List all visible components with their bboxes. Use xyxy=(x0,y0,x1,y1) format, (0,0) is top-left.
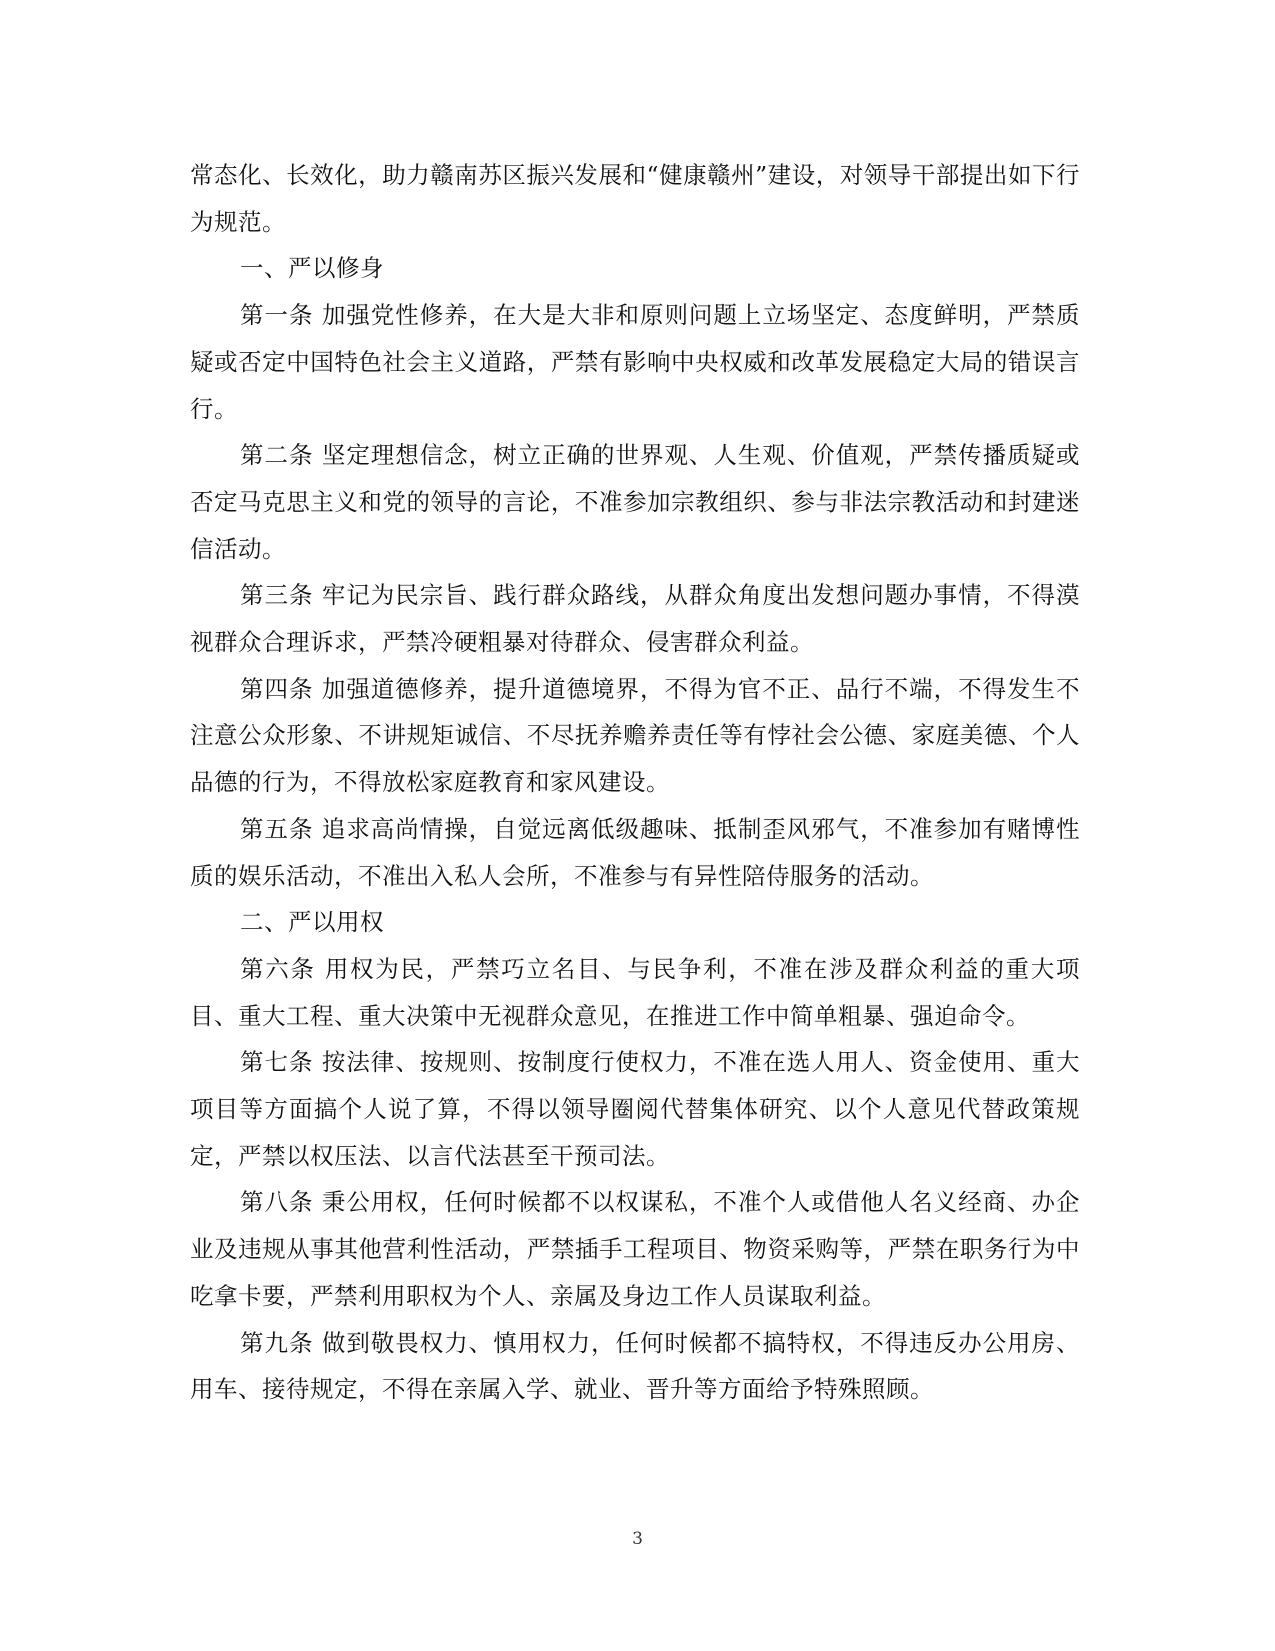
section-heading-1: 一、严以修身 xyxy=(240,254,384,283)
article-7: 第七条 按法律、按规则、按制度行使权力，不准在选人用人、资金使用、重大项目等方面搞个人说了算，不得以领导圈阅代替集体研究、以个人意见代替政策规定，严禁以权压法、以言代法甚至干预司法。 xyxy=(190,1048,1080,1170)
document-body xyxy=(190,152,1080,1413)
paragraph-continuation: 常态化、长效化，助力赣南苏区振兴发展和“健康赣州”建设，对领导干部提出如下行为规范。 xyxy=(190,161,1080,236)
page-number: 3 xyxy=(632,1529,643,1549)
article-5: 第五条 追求高尚情操，自觉远离低级趣味、抵制歪风邪气，不准参加有赌博性质的娱乐活动，不准出入私人会所，不准参与有异性陪侍服务的活动。 xyxy=(190,814,1080,890)
article-8: 第八条 秉公用权，任何时候都不以权谋私，不准个人或借他人名义经商、办企业及违规从事其他营利性活动，严禁插手工程项目、物资采购等，严禁在职务行为中吃拿卡要，严禁利用职权为个人、亲属及身边工作人员谋取利益。 xyxy=(190,1188,1080,1310)
article-3: 第三条 牢记为民宗旨、践行群众路线，从群众角度出发想问题办事情，不得漠视群众合理诉求，严禁冷硬粗暴对待群众、侵害群众利益。 xyxy=(190,581,1080,657)
article-2: 第二条 坚定理想信念，树立正确的世界观、人生观、价值观，严禁传播质疑或否定马克思主义和党的领导的言论，不准参加宗教组织、参与非法宗教活动和封建迷信活动。 xyxy=(190,441,1080,563)
article-4: 第四条 加强道德修养，提升道德境界，不得为官不正、品行不端，不得发生不注意公众形象、不讲规矩诚信、不尽抚养赡养责任等有悖社会公德、家庭美德、个人品德的行为，不得放松家庭教育和家风建设。 xyxy=(190,674,1080,797)
article-1: 第一条 加强党性修养，在大是大非和原则问题上立场坚定、态度鲜明，严禁质疑或否定中国特色社会主义道路，严禁有影响中央权威和改革发展稳定大局的错误言行。 xyxy=(190,301,1080,423)
article-9: 第九条 做到敬畏权力、慎用权力，任何时候都不搞特权，不得违反办公用房、用车、接待规定，不得在亲属入学、就业、晋升等方面给予特殊照顾。 xyxy=(190,1328,1080,1404)
section-heading-2: 二、严以用权 xyxy=(240,908,384,937)
article-6: 第六条 用权为民，严禁巧立名目、与民争利，不准在涉及群众利益的重大项目、重大工程、重大决策中无视群众意见，在推进工作中简单粗暴、强迫命令。 xyxy=(190,954,1080,1030)
